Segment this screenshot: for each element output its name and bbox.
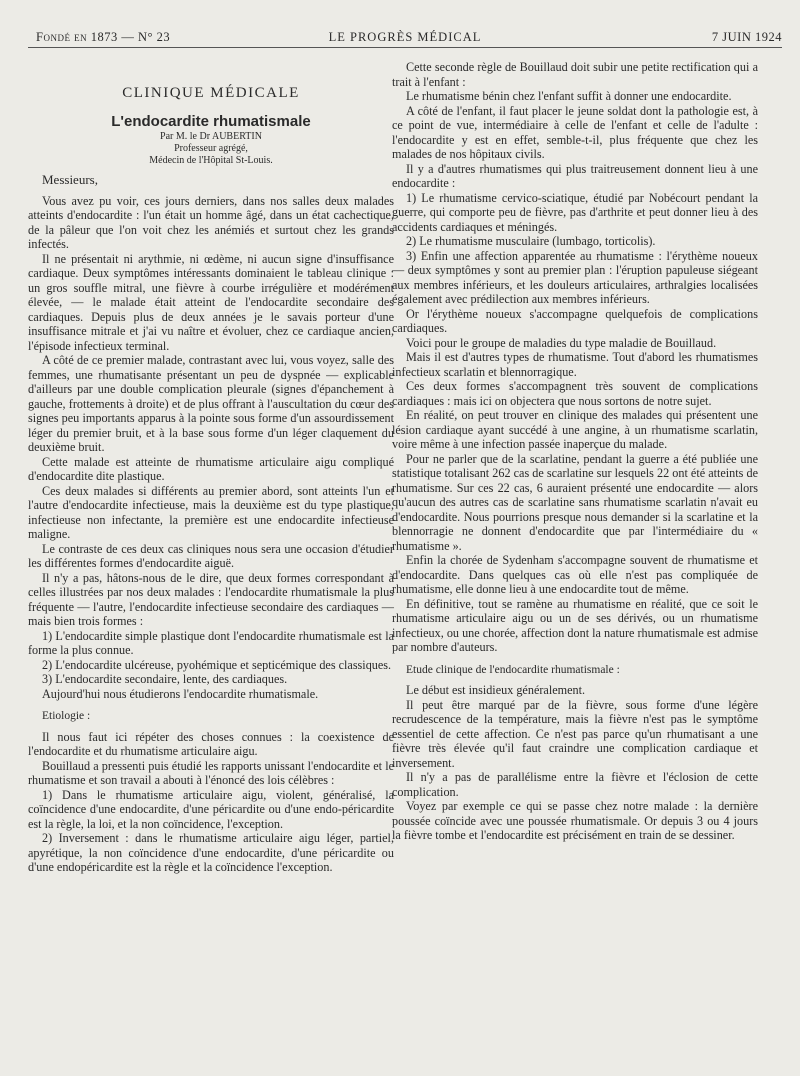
list-item: 2) Le rhumatisme musculaire (lumbago, torticolis).	[406, 234, 656, 248]
paragraph: Il n'y a pas, hâtons-nous de le dire, que deux formes correspondant à celles illustrées par nos deux malades : l'endocardite rhumatismale la plus fréquente — l'autre, l'endocardite infectieuse secondaire des cardiaques — mais bien trois formes :	[28, 570, 394, 628]
paragraph: Le rhumatisme bénin chez l'enfant suffit à donner une endocardite.	[406, 89, 732, 103]
paragraph: Le début est insidieux généralement.	[406, 683, 586, 697]
paragraph: Cette malade est atteinte de rhumatisme articulaire aigu compliqué d'endocardite dite plastique.	[28, 454, 394, 483]
list-item: 1) L'endocardite simple plastique dont l'endocardite rhumatismale est la forme la plus connue.	[28, 628, 394, 657]
salutation: Messieurs,	[42, 172, 98, 187]
paragraph: Voici pour le groupe de maladies du type maladie de Bouillaud.	[406, 335, 717, 350]
byline-position: Professeur agrégé,	[174, 143, 248, 154]
paragraph: Le contraste de ces deux cas cliniques nous sera une occasion d'étudier les différentes formes d'endocardite aiguë.	[28, 541, 394, 570]
paragraph: Pour ne parler que de la scarlatine, pendant la guerre a été publiée une statistique totalisant 262 cas de scarlatine sur lesquels 22 ont été atteints de rhumatisme. Sur ces 22 cas, 6 auraient présenté une endocardite — alors qu'aucun des autres cas de scarlatine sans rhumatisme scarlatin n'avait eu d'endocardite. Nous pourrions presque nous demander si la scarlatine et la blennorragie ne donnent d'endocardite que par l'intermédiaire du « rhumatisme ».	[392, 451, 758, 553]
paragraph: Il ne présentait ni arythmie, ni œdème, ni aucun signe d'insuffisance cardiaque. Deux symptômes intéressants dominaient le tableau clinique : un gros souffle mitral, une fièvre à courbe irrégulière et modérément élevée, — le malade était atteint de l'endocardite secondaire des cardiaques. Depuis plus de deux années je le savais porteur d'une insuffisance mitrale et j'ai vu naître et évoluer, chez ce cardiaque ancien, l'épisode infectieux terminal.	[28, 251, 394, 353]
list-item: 3) L'endocardite secondaire, lente, des cardiaques.	[42, 672, 288, 686]
list-item: 1) Le rhumatisme cervico-sciatique, étudié par Nobécourt pendant la guerre, qui comporte peu de fièvre, pas d'arthrite et peut donner lieu à des accidents cardiaques et méningés.	[392, 190, 758, 234]
paragraph: Voyez par exemple ce qui se passe chez notre malade : la dernière poussée coïncide avec une poussée rhumatismale. Or depuis 3 ou 4 jours la fièvre tombe et l'endocardite est précisément en train de se dessiner.	[392, 799, 758, 842]
subheading-etude-clinique: Etude clinique de l'endocardite rhumatismale :	[406, 663, 620, 676]
paragraph: A côté de l'enfant, il faut placer le jeune soldat dont la pathologie est, à ce point de vue, intermédiaire à celle de l'enfant et celle de l'adulte : l'endocardite y est en effet, semble-t-il, plus fréquente que chez les malades de nos hôpitaux civils.	[392, 103, 758, 161]
paragraph: Il nous faut ici répéter des choses connues : la coexistence de l'endocardite et du rhumatisme articulaire aigu.	[28, 729, 394, 758]
article-title: L'endocardite rhumatismale	[111, 112, 311, 130]
header-date: 7 JUIN 1924	[711, 30, 782, 44]
paragraph: Aujourd'hui nous étudierons l'endocardite rhumatismale.	[42, 686, 319, 701]
paragraph: Or l'érythème noueux s'accompagne quelquefois de complications cardiaques.	[392, 306, 758, 335]
header-founding: Fondé en 1873 — N° 23	[36, 30, 171, 44]
paragraph: Cette seconde règle de Bouillaud doit subir une petite rectification qui a trait à l'enfant :	[392, 60, 758, 89]
list-item: 1) Dans le rhumatisme articulaire aigu, violent, généralisé, la coïncidence d'une endocardite, d'une péricardite ou d'une endo-péricardite est la règle, la loi, et la non coïncidence, l'exception.	[28, 787, 394, 831]
header-rule	[28, 47, 782, 48]
paragraph: Enfin la chorée de Sydenham s'accompagne souvent de rhumatisme et d'endocardite. Dans quelques cas où elle n'est pas compliquée de rhumatisme, elle donne lieu à une endocardite tout de même.	[392, 553, 758, 596]
paragraph: Il n'y a pas de parallélisme entre la fièvre et l'éclosion de cette complication.	[392, 770, 758, 799]
byline-author: Par M. le Dr AUBERTIN	[160, 131, 262, 142]
paragraph: En définitive, tout se ramène au rhumatisme en réalité, que ce soit le rhumatisme articulaire aigu ou un de ses dérivés, ou un rhumatisme infectieux, ou une chorée, affection dont la nature rhumatismale est admise par nombre d'auteurs.	[392, 596, 758, 654]
list-item: 2) L'endocardite ulcéreuse, pyohémique et septicémique des classiques.	[42, 657, 392, 672]
paragraph: Vous avez pu voir, ces jours derniers, dans nos salles deux malades atteints d'endocardite : l'un était un homme âgé, dans un état cachectique, de la pâleur que l'on voit chez les anémiés et surtout chez les grands infectés.	[28, 193, 394, 251]
paragraph: Bouillaud a pressenti puis étudié les rapports unissant l'endocardite et le rhumatisme et son travail a abouti à l'énoncé des lois célèbres :	[28, 758, 394, 787]
paragraph: Il peut être marqué par de la fièvre, sous forme d'une légère recrudescence de la température, mais la fièvre n'est pas le symptôme essentiel de cette affection. Ce n'est pas parce qu'un rhumatisant a une fièvre très élevée qu'il faut craindre une complication cardiaque et inversement.	[392, 697, 758, 770]
paragraph: En réalité, on peut trouver en clinique des malades qui présentent une lésion cardiaque ayant succédé à une angine, à un rhumatisme scarlatin, voire même à une infection passée inaperçue du malade.	[392, 408, 758, 451]
subheading-etiologie: Etiologie :	[42, 710, 91, 722]
paragraph: Mais il est d'autres types de rhumatisme. Tout d'abord les rhumatismes infectieux scarlatin et blennorragique.	[392, 350, 758, 379]
list-item: 3) Enfin une affection apparentée au rhumatisme : l'érythème noueux — deux symptômes y sont au premier plan : l'éruption papuleuse siégeant aux membres inférieurs, et les douleurs articulaires, arthralgies localisées également avec prédilection aux membres inférieurs.	[392, 248, 758, 306]
right-column	[392, 60, 758, 843]
paragraph: Ces deux formes s'accompagnent très souvent de complications cardiaques : mais ici on objectera que nous sortons de notre sujet.	[392, 379, 758, 408]
list-item: 2) Inversement : dans le rhumatisme articulaire aigu léger, partiel, apyrétique, la non coïncidence d'une endocardite, d'une péricardite ou d'une endopéricardite est la règle et la coïncidence l'exception.	[28, 831, 394, 874]
paragraph: Il y a d'autres rhumatismes qui plus traitreusement donnent lieu à une endocardite :	[392, 161, 758, 190]
header-journal-title: LE PROGRÈS MÉDICAL	[328, 30, 482, 44]
paragraph: Ces deux malades si différents au premier abord, sont atteints l'un et l'autre d'endocardite infectieuse, mais la deuxième est du type plastique, infectieuse non infectante, la première est une endocardite infectieuse maligne.	[28, 483, 394, 541]
byline-hospital: Médecin de l'Hôpital St-Louis.	[149, 155, 273, 166]
paragraph: A côté de ce premier malade, contrastant avec lui, vous voyez, salle des femmes, une rhumatisante présentant un peu de dyspnée — explicable d'ailleurs par une double complication pleurale (signes d'épanchement à gauche, frottements à droite) et de plus offrant à l'auscultation du cœur des signes peu importants apparus à la pointe sous forme d'un assourdissement léger du premier bruit, et à la base sous forme d'un léger claquement du deuxième bruit.	[28, 353, 394, 454]
left-column	[28, 60, 394, 875]
section-title: CLINIQUE MÉDICALE	[122, 85, 300, 101]
